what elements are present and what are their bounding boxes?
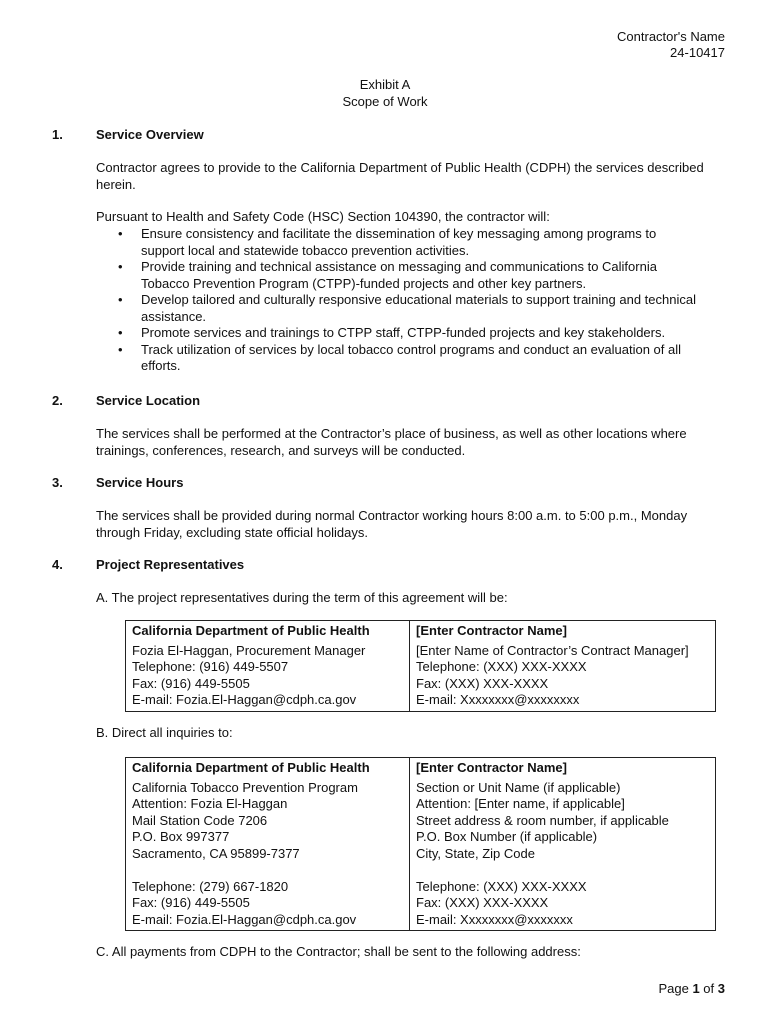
cell-line: E-mail: Fozia.El-Haggan@cdph.ca.gov bbox=[132, 692, 357, 707]
section-2-number: 2. bbox=[52, 393, 63, 408]
cell-line: Fax: (916) 449-5505 bbox=[132, 895, 250, 910]
section-1-lead: Pursuant to Health and Safety Code (HSC) Section 104390, the contractor will: bbox=[96, 209, 550, 224]
section-2-title: Service Location bbox=[96, 393, 201, 408]
cell-line: Sacramento, CA 95899-7377 bbox=[132, 845, 300, 861]
cell-line: City, State, Zip Code bbox=[416, 845, 535, 861]
section-3-text: The services shall be provided during normal Contractor working hours 8:00 a.m. to 5:00 p.m., Monday through Friday, excluding state official holidays. bbox=[96, 508, 688, 540]
cell-heading: California Department of Public Health bbox=[132, 760, 370, 775]
bullet-item: • Develop tailored and culturally responsive educational materials to support training and technical assistance. bbox=[96, 292, 696, 325]
cell-line: Fax: (XXX) XXX-XXXX bbox=[416, 675, 549, 691]
cell-line: Fax: (XXX) XXX-XXXX bbox=[416, 895, 549, 910]
bullet-item: • Track utilization of services by local tobacco control programs and conduct an evaluation of all efforts. bbox=[96, 342, 696, 375]
cell-line: Attention: [Enter name, if applicable] bbox=[416, 796, 625, 811]
cell-line: Street address & room number, if applicable bbox=[416, 812, 669, 828]
cell-line: Mail Station Code 7206 bbox=[132, 812, 268, 828]
subsection-a-label: A. The project representatives during the term of this agreement will be: bbox=[96, 590, 508, 605]
cell-line: Telephone: (916) 449-5507 bbox=[132, 659, 289, 674]
of-word: of bbox=[703, 981, 715, 996]
document-header bbox=[617, 29, 725, 61]
cell-line: E-mail: Fozia.El-Haggan@cdph.ca.gov bbox=[132, 911, 357, 927]
cell-line: [Enter Name of Contractor’s Contract Manager] bbox=[416, 642, 689, 658]
subsection-b-label: B. Direct all inquiries to: bbox=[96, 725, 233, 740]
bullet-item: • Provide training and technical assistance on messaging and communications to California Tobacco Prevention Program (CTPP)-funded projects and other key partners. bbox=[96, 259, 696, 292]
cell-line: Telephone: (279) 667-1820 bbox=[132, 878, 289, 894]
section-2-text: The services shall be performed at the Contractor’s place of business, as well as other locations where trainings, conferences, research, and surveys will be conducted. bbox=[96, 426, 687, 458]
section-1-title: Service Overview bbox=[96, 127, 204, 142]
cell-heading: California Department of Public Health bbox=[132, 623, 370, 638]
exhibit-subtitle: Scope of Work bbox=[342, 94, 428, 109]
bullet-item: • Ensure consistency and facilitate the dissemination of key messaging among programs to support local and statewide tobacco prevention activities. bbox=[96, 226, 696, 259]
subsection-c-label: C. All payments from CDPH to the Contractor; shall be sent to the following address: bbox=[96, 944, 581, 959]
cell-line: P.O. Box Number (if applicable) bbox=[416, 829, 598, 844]
agreement-number: 24-10417 bbox=[670, 45, 725, 60]
direct-inquiries-table bbox=[125, 757, 716, 931]
page-current: 1 bbox=[692, 981, 700, 996]
section-4-number: 4. bbox=[52, 557, 63, 572]
contractor-name: Contractor's Name bbox=[617, 29, 725, 44]
cdph-inquiries-cell bbox=[126, 758, 410, 931]
cell-line: E-mail: Xxxxxxxx@xxxxxxxx bbox=[416, 692, 580, 707]
cell-line: Telephone: (XXX) XXX-XXXX bbox=[416, 878, 587, 894]
section-4-title: Project Representatives bbox=[96, 557, 245, 572]
project-representatives-table bbox=[125, 620, 716, 712]
page-word: Page bbox=[658, 981, 689, 996]
cell-heading: [Enter Contractor Name] bbox=[416, 760, 567, 775]
section-1-number: 1. bbox=[52, 127, 63, 142]
contractor-representative-cell bbox=[410, 621, 716, 712]
cell-line: P.O. Box 997377 bbox=[132, 829, 230, 844]
cell-line: Attention: Fozia El-Haggan bbox=[132, 796, 288, 811]
page-total: 3 bbox=[717, 981, 725, 996]
exhibit-title: Exhibit A bbox=[359, 77, 411, 92]
cell-heading: [Enter Contractor Name] bbox=[416, 623, 567, 638]
cell-line: Fozia El-Haggan, Procurement Manager bbox=[132, 642, 366, 658]
cdph-representative-cell bbox=[126, 621, 410, 712]
page-number bbox=[658, 981, 725, 996]
cell-line: California Tobacco Prevention Program bbox=[132, 779, 358, 795]
cell-line: E-mail: Xxxxxxxx@xxxxxxx bbox=[416, 911, 573, 927]
section-3-number: 3. bbox=[52, 475, 63, 490]
bullet-item: • Promote services and trainings to CTPP staff, CTPP-funded projects and key stakeholders. bbox=[96, 325, 696, 342]
section-3-title: Service Hours bbox=[96, 475, 184, 490]
section-1-intro: Contractor agrees to provide to the California Department of Public Health (CDPH) the services described herein. bbox=[96, 160, 704, 192]
cell-line: Section or Unit Name (if applicable) bbox=[416, 779, 621, 795]
section-1-bullet-list bbox=[96, 226, 696, 375]
cell-line: Fax: (916) 449-5505 bbox=[132, 675, 250, 691]
cell-line: Telephone: (XXX) XXX-XXXX bbox=[416, 659, 587, 674]
contractor-inquiries-cell bbox=[410, 758, 716, 931]
